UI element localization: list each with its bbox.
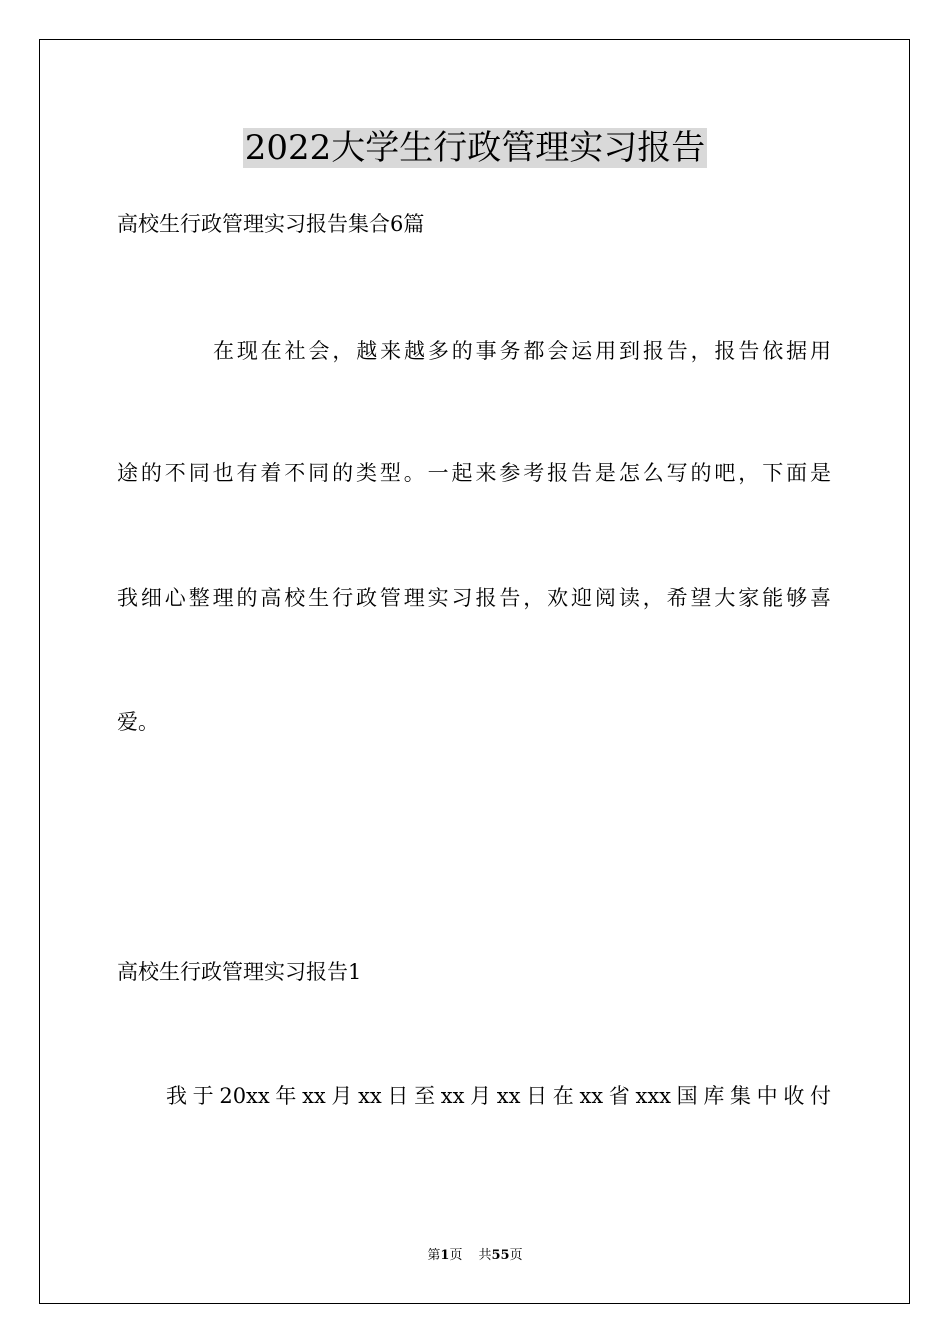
footer-total-suffix: 页 <box>509 1248 523 1263</box>
document-title <box>0 122 950 174</box>
document-title-text: 2022大学生行政管理实习报告 <box>244 128 706 168</box>
footer-page-current: 1 <box>440 1248 450 1263</box>
footer-page-mid: 页 <box>449 1248 463 1263</box>
intro-line-4: 爱。 <box>117 710 159 734</box>
body-line-1: 我于20xx年xx月xx日至xx月xx日在xx省xxx国库集中收付 <box>166 1084 831 1108</box>
footer-total-prefix: 共 <box>478 1248 492 1263</box>
footer-page-prefix: 第 <box>427 1248 441 1263</box>
page-footer <box>0 1247 950 1265</box>
document-subtitle: 高校生行政管理实习报告集合6篇 <box>117 212 425 236</box>
intro-line-1: 在现在社会，越来越多的事务都会运用到报告，报告依据用 <box>213 339 831 363</box>
section-heading: 高校生行政管理实习报告1 <box>117 960 362 984</box>
footer-page-total: 55 <box>491 1248 510 1263</box>
intro-line-3: 我细心整理的高校生行政管理实习报告，欢迎阅读，希望大家能够喜 <box>117 586 831 610</box>
intro-line-2: 途的不同也有着不同的类型。一起来参考报告是怎么写的吧，下面是 <box>117 461 831 485</box>
